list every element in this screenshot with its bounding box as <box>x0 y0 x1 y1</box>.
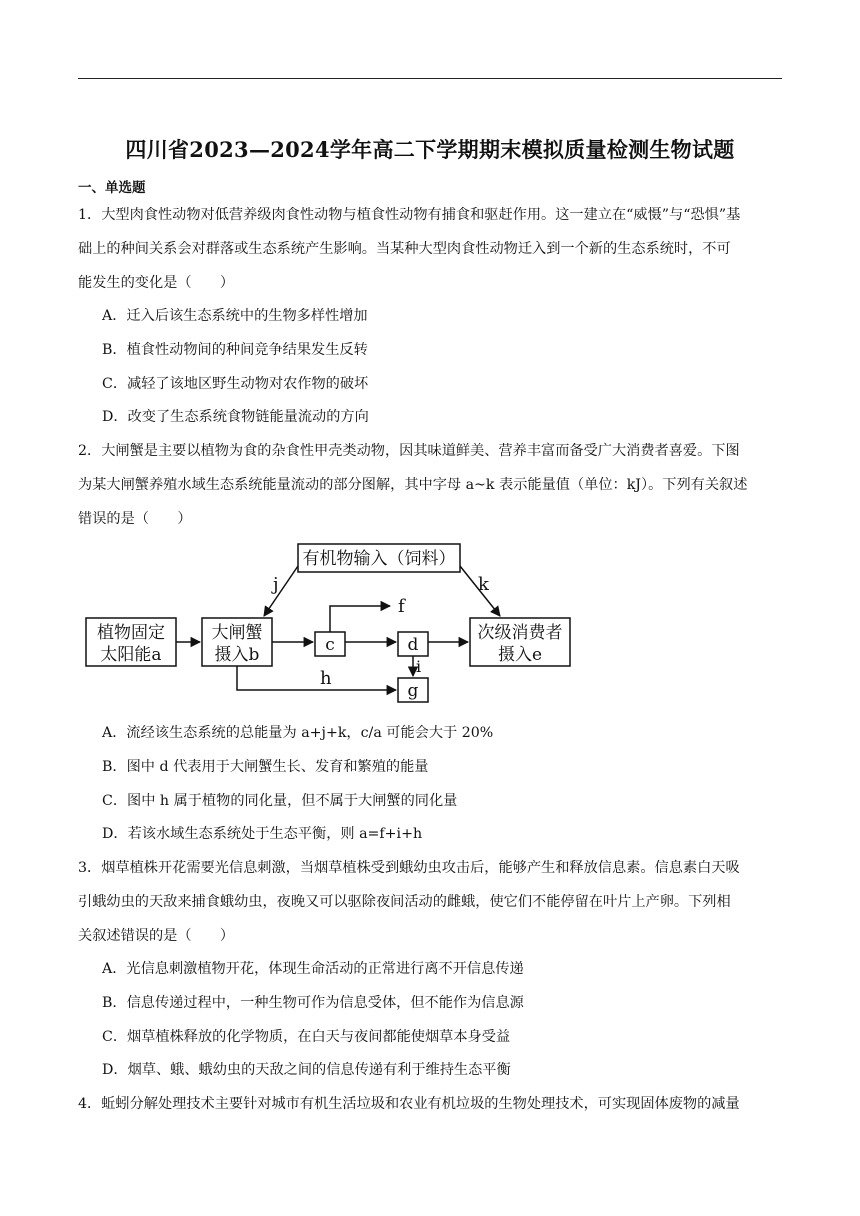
arrow-crab-to-g <box>237 666 396 690</box>
label-j: j <box>273 574 279 595</box>
question-2-option-b: B．图中 d 代表用于大闸蟹生长、发育和繁殖的能量 <box>102 759 429 775</box>
question-2-line-1: 2．大闸蟹是主要以植物为食的杂食性甲壳类动物，因其味道鲜美、营养丰富而备受广大消费者喜爱。下图 <box>78 443 740 459</box>
question-3-option-b: B．信息传递过程中，一种生物可作为信息受体，但不能作为信息源 <box>102 995 524 1011</box>
plant-label-line-2: 太阳能a <box>100 645 162 665</box>
question-1-line-3: 能发生的变化是（ ） <box>78 275 235 291</box>
question-3-line-2: 引蛾幼虫的天敌来捕食蛾幼虫，夜晚又可以驱除夜间活动的雌蛾，使它们不能停留在叶片上产卵。下列相 <box>78 894 731 910</box>
consumer-label-line-1: 次级消费者 <box>477 623 563 643</box>
question-1-option-d: D．改变了生态系统食物链能量流动的方向 <box>102 409 369 425</box>
question-3-option-c: C．烟草植株释放的化学物质，在白天与夜间都能使烟草本身受益 <box>102 1029 511 1045</box>
question-3-line-1: 3．烟草植株开花需要光信息刺激，当烟草植株受到蛾幼虫攻击后，能够产生和释放信息素。信息素白天吸 <box>78 860 740 876</box>
question-2-line-3: 错误的是（ ） <box>78 511 192 527</box>
question-3-option-d: D．烟草、蛾、蛾幼虫的天敌之间的信息传递有利于维持生态平衡 <box>102 1062 511 1078</box>
label-k: k <box>478 574 489 595</box>
crab-label-line-2: 摄入b <box>214 645 260 665</box>
label-f: f <box>398 596 405 617</box>
label-h: h <box>320 668 332 689</box>
arrow-input-to-crab <box>264 566 298 616</box>
question-1-option-c: C．减轻了该地区野生动物对农作物的破坏 <box>102 376 369 392</box>
arrow-c-to-f <box>330 606 390 632</box>
question-1-line-1: 1．大型肉食性动物对低营养级肉食性动物与植食性动物有捕食和驱赶作用。这一建立在“威慑”与“恐惧”基 <box>78 207 741 223</box>
label-c: c <box>325 635 335 655</box>
question-3-option-a: A．光信息刺激植物开花，体现生命活动的正常进行离不开信息传递 <box>102 961 524 977</box>
header-rule <box>78 78 782 79</box>
question-4-line-1: 4．蚯蚓分解处理技术主要针对城市有机生活垃圾和农业有机垃圾的生物处理技术，可实现固体废物的减量 <box>78 1096 740 1112</box>
section-heading: 一、单选题 <box>78 180 146 196</box>
question-2-option-c: C．图中 h 属于植物的同化量，但不属于大闸蟹的同化量 <box>102 793 458 809</box>
question-2-option-a: A．流经该生态系统的总能量为 a+j+k，c/a 可能会大于 20% <box>102 725 494 741</box>
consumer-label-line-2: 摄入e <box>497 645 543 665</box>
question-2-line-2: 为某大闸蟹养殖水域生态系统能量流动的部分图解，其中字母 a~k 表示能量值（单位：kJ）。下列有关叙述 <box>78 477 748 493</box>
question-1-line-2: 础上的种间关系会对群落或生态系统产生影响。当某种大型肉食性动物迁入到一个新的生态系统时，不可 <box>78 241 731 257</box>
question-1-option-a: A．迁入后该生态系统中的生物多样性增加 <box>102 308 368 324</box>
plant-label-line-1: 植物固定 <box>97 623 165 643</box>
label-i: i <box>416 657 422 676</box>
question-2-option-d: D．若该水域生态系统处于生态平衡，则 a=f+i+h <box>102 826 423 842</box>
page-title: 四川省2023—2024学年高二下学期期末模拟质量检测生物试题 <box>125 137 735 162</box>
crab-label-line-1: 大闸蟹 <box>211 623 263 643</box>
question-1-option-b: B．植食性动物间的种间竞争结果发生反转 <box>102 342 368 358</box>
label-d: d <box>407 635 419 655</box>
organic-input-label: 有机物输入（饲料） <box>302 549 456 569</box>
question-3-line-3: 关叙述错误的是（ ） <box>78 928 235 944</box>
energy-flow-diagram <box>80 536 580 710</box>
label-g: g <box>407 681 419 701</box>
